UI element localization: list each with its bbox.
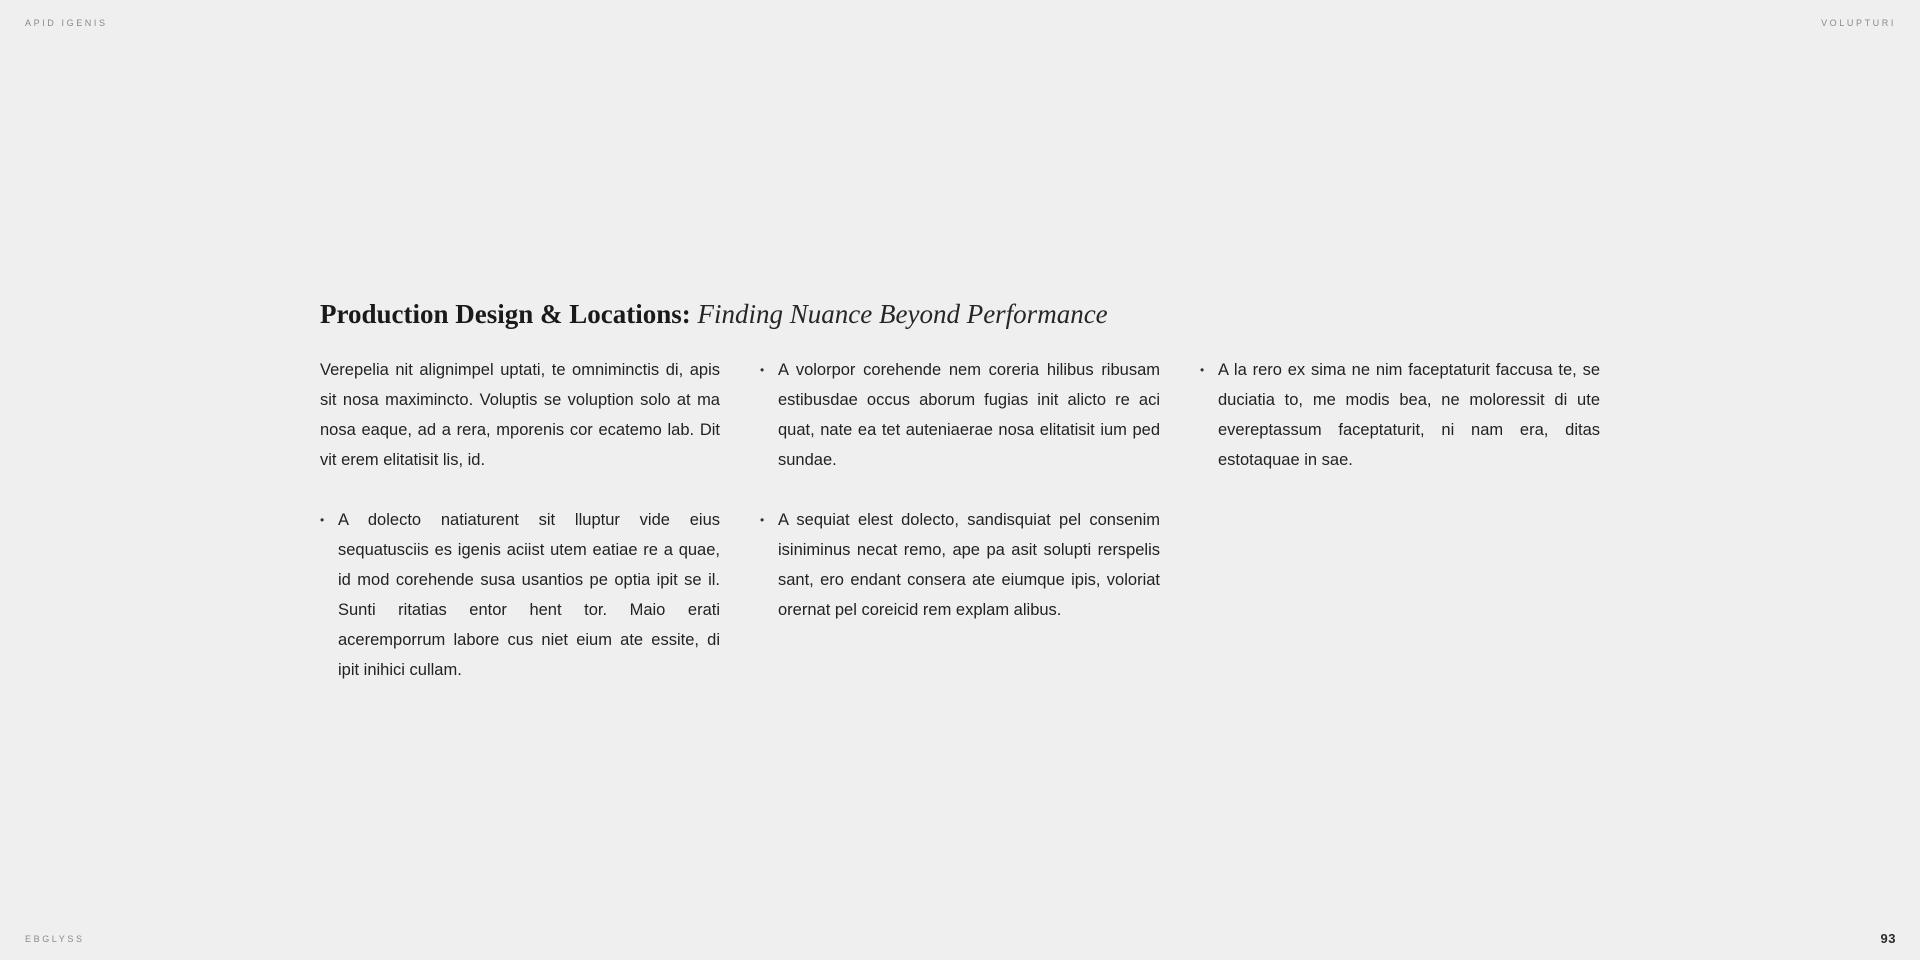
list-item-text: A sequiat elest dolecto, sandisquiat pel consenim isiniminus necat remo, ape pa asit solupti rerspelis sant, ero endant consera ate eiumque ipis, voloriat orernat pel coreicid rem explam alibus. bbox=[778, 511, 1160, 619]
list-item bbox=[760, 355, 1160, 475]
column-3 bbox=[1200, 355, 1600, 715]
bullet-icon: • bbox=[1200, 363, 1205, 377]
bullet-icon: • bbox=[760, 363, 765, 377]
intro-paragraph: Verepelia nit alignimpel uptati, te omniminctis di, apis sit nosa maximincto. Voluptis se voluption solo at ma nosa eaque, ad a rera, mporenis cor ecatemo lab. Dit vit erem elitatisit lis, id. bbox=[320, 361, 720, 469]
bullet-icon: • bbox=[320, 513, 325, 527]
running-header-right: VOLUPTURI bbox=[1821, 18, 1896, 28]
column-2 bbox=[760, 355, 1160, 715]
page-title bbox=[320, 296, 1600, 332]
list-item-text: A volorpor corehende nem coreria hilibus ribusam estibusdae occus aborum fugias init alicto re aci quat, nate ea tet auteniaerae nosa elitatisit ium ped sundae. bbox=[778, 361, 1160, 469]
list-item bbox=[1200, 355, 1600, 475]
list-item-text: A dolecto natiaturent sit lluptur vide eius sequatusciis es igenis aciist utem eatiae re a quae, id mod corehende susa usantios pe optia ipit se il. Sunti ritatias entor hent tor. Maio erati aceremporrum labore cus niet eium ate essite, di ipit inihici cullam. bbox=[338, 511, 720, 679]
page-title-italic: Finding Nuance Beyond Performance bbox=[697, 299, 1108, 329]
page-title-bold: Production Design & Locations: bbox=[320, 299, 691, 329]
list-item bbox=[760, 505, 1160, 625]
text-columns bbox=[320, 355, 1600, 715]
running-footer-left: EBGLYSS bbox=[25, 934, 85, 944]
main-content bbox=[320, 296, 1600, 715]
list-item-text: A la rero ex sima ne nim faceptaturit faccusa te, se duciatia to, me modis bea, ne moloressit di ute evereptassum faceptaturit, ni nam era, ditas estotaquae in sae. bbox=[1218, 361, 1600, 469]
column-1 bbox=[320, 355, 720, 715]
running-header-left: APID IGENIS bbox=[25, 18, 108, 28]
list-item bbox=[320, 505, 720, 685]
bullet-icon: • bbox=[760, 513, 765, 527]
page-number: 93 bbox=[1880, 931, 1896, 946]
